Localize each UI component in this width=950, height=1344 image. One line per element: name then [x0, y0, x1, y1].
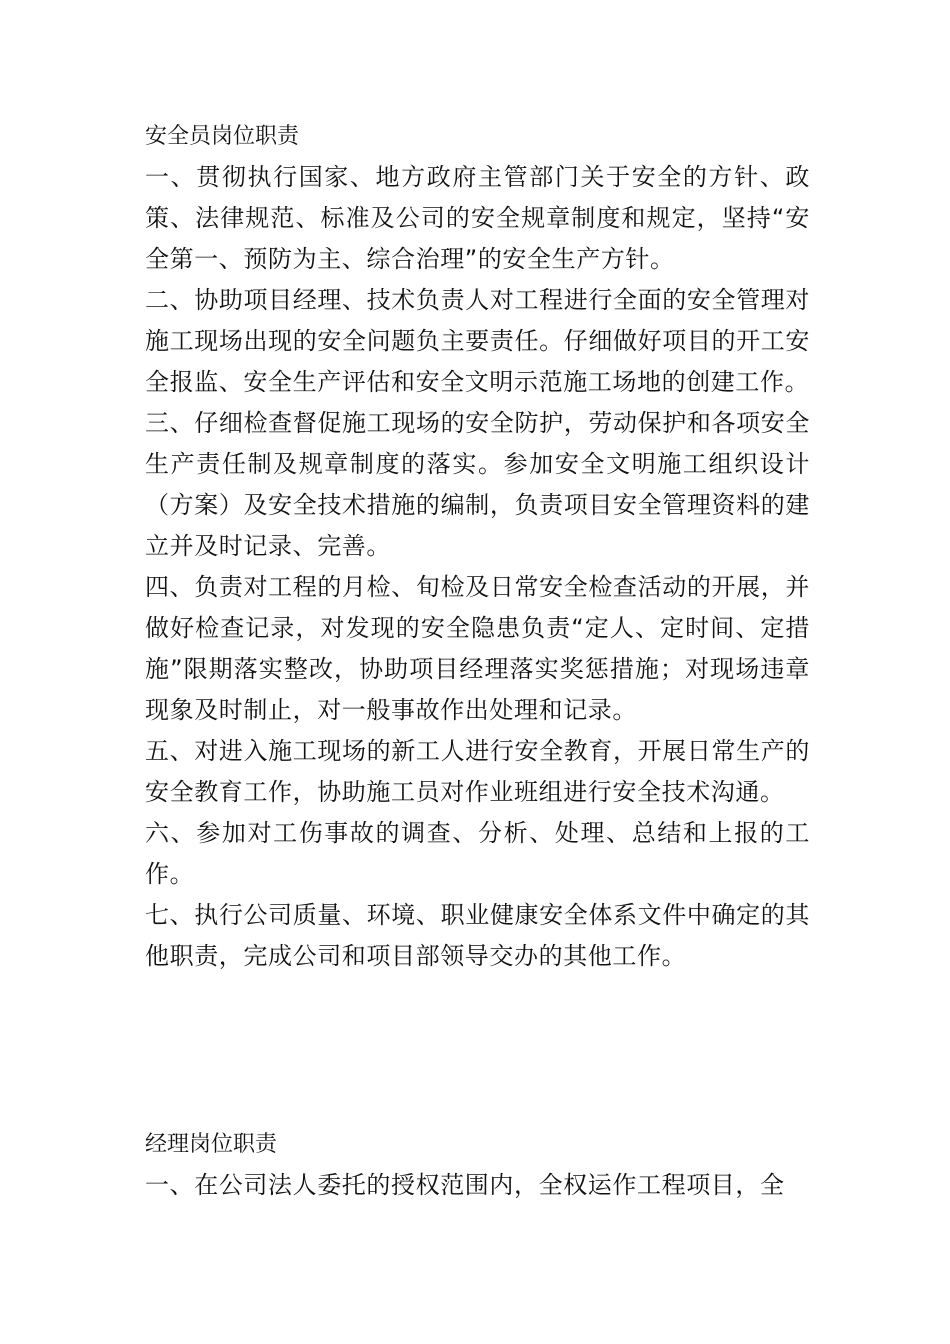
paragraph-1: 一、贯彻执行国家、地方政府主管部门关于安全的方针、政策、法律规范、标准及公司的安全规章制度和规定，坚持“安全第一、预防为主、综合治理”的安全生产方针。 [145, 163, 810, 273]
paragraph-2: 二、协助项目经理、技术负责人对工程进行全面的安全管理对施工现场出现的安全问题负主要责任。仔细做好项目的开工安全报监、安全生产评估和安全文明示范施工场地的创建工作。 [145, 286, 810, 396]
paragraph-7: 七、执行公司质量、环境、职业健康安全体系文件中确定的其他职责，完成公司和项目部领导交办的其他工作。 [145, 901, 810, 970]
paragraph-1: 一、在公司法人委托的授权范围内，全权运作工程项目，全 [145, 1171, 785, 1199]
section-title: 经理岗位职责 [145, 1132, 278, 1157]
paragraph-5: 五、对进入施工现场的新工人进行安全教育，开展日常生产的安全教育工作，协助施工员对作业班组进行安全技术沟通。 [145, 737, 810, 806]
section-safety-officer-duties [145, 116, 810, 977]
paragraph-6: 六、参加对工伤事故的调查、分析、处理、总结和上报的工作。 [145, 819, 810, 888]
paragraph-3: 三、仔细检查督促施工现场的安全防护，劳动保护和各项安全生产责任制及规章制度的落实。参加安全文明施工组织设计（方案）及安全技术措施的编制，负责项目安全管理资料的建立并及时记录、完善。 [145, 409, 810, 560]
paragraph-4: 四、负责对工程的月检、旬检及日常安全检查活动的开展，并做好检查记录，对发现的安全隐患负责“定人、定时间、定措施”限期落实整改，协助项目经理落实奖惩措施；对现场违章现象及时制止，对一般事故作出处理和记录。 [145, 573, 810, 724]
section-manager-duties [145, 1124, 810, 1206]
section-title: 安全员岗位职责 [145, 124, 300, 149]
